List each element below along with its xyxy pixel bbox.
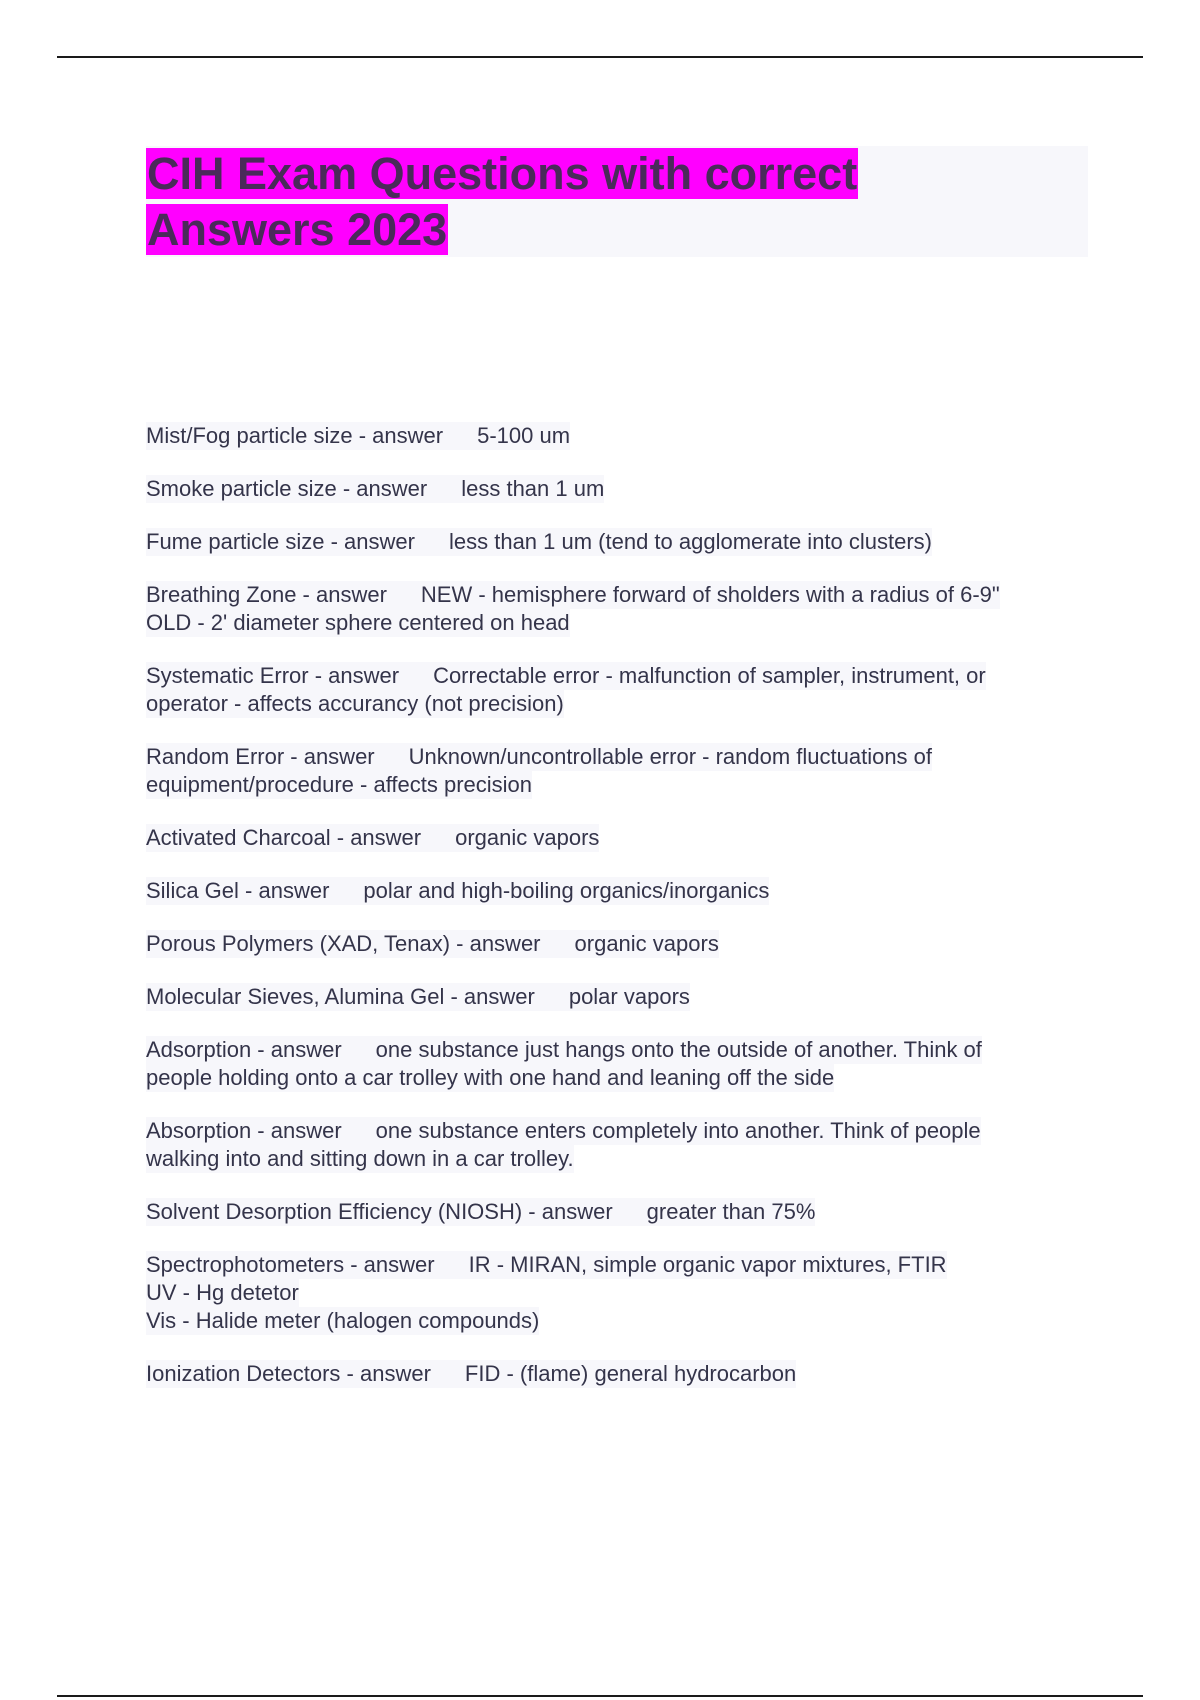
- answer-text: OLD - 2' diameter sphere centered on head: [146, 610, 570, 635]
- qa-entry: [146, 1198, 1096, 1226]
- qa-entry: [146, 824, 1096, 852]
- entry-line: [146, 662, 986, 690]
- qa-entry: [146, 930, 1096, 958]
- qa-entry: [146, 475, 1096, 503]
- qa-entry: [146, 662, 1096, 718]
- qa-entry: [146, 528, 1096, 556]
- answer-text: less than 1 um (tend to agglomerate into clusters): [448, 529, 933, 554]
- entry-line: [146, 1145, 574, 1173]
- entry-line: [146, 983, 690, 1011]
- entry-line: [146, 475, 604, 503]
- entry-line: [146, 422, 570, 450]
- question-text: Absorption - answer: [146, 1118, 342, 1143]
- qa-entry: [146, 1036, 1096, 1092]
- entry-line: [146, 1360, 796, 1388]
- qa-entry: [146, 581, 1096, 637]
- answer-text: 5-100 um: [477, 423, 571, 448]
- answer-text: NEW - hemisphere forward of sholders with a radius of 6-9": [420, 582, 1000, 607]
- entry-line: [146, 1064, 834, 1092]
- entry-line: [146, 581, 1000, 609]
- question-text: Molecular Sieves, Alumina Gel - answer: [146, 984, 535, 1009]
- title-line-2: Answers 2023: [147, 204, 448, 255]
- entry-line: [146, 1251, 947, 1279]
- bottom-rule: [57, 1695, 1143, 1697]
- entry-line: [146, 930, 719, 958]
- qa-entry: [146, 1117, 1096, 1173]
- title-line-1: CIH Exam Questions with correct: [147, 148, 858, 199]
- question-text: Porous Polymers (XAD, Tenax) - answer: [146, 931, 541, 956]
- qa-entry: [146, 983, 1096, 1011]
- qa-list: [146, 422, 1096, 1413]
- answer-text: organic vapors: [574, 931, 719, 956]
- entry-line: [146, 771, 532, 799]
- question-text: Ionization Detectors - answer: [146, 1361, 431, 1386]
- entry-line: [146, 1307, 539, 1335]
- answer-text: organic vapors: [455, 825, 600, 850]
- page-title: [146, 146, 1088, 258]
- entry-line: [146, 877, 769, 905]
- entry-line: [146, 824, 599, 852]
- qa-entry: [146, 877, 1096, 905]
- answer-text: polar and high-boiling organics/inorganics: [363, 878, 770, 903]
- entry-line: [146, 528, 932, 556]
- question-text: Activated Charcoal - answer: [146, 825, 422, 850]
- question-text: Fume particle size - answer: [146, 529, 415, 554]
- answer-text: FID - (flame) general hydrocarbon: [464, 1361, 797, 1386]
- answer-text: people holding onto a car trolley with one hand and leaning off the side: [146, 1065, 835, 1090]
- entry-line: [146, 1279, 299, 1307]
- answer-text: one substance enters completely into another. Think of people: [375, 1118, 981, 1143]
- entry-line: [146, 743, 932, 771]
- question-text: Breathing Zone - answer: [146, 582, 387, 607]
- top-rule: [57, 56, 1143, 58]
- qa-entry: [146, 1360, 1096, 1388]
- question-text: Solvent Desorption Efficiency (NIOSH) - answer: [146, 1199, 613, 1224]
- question-text: Random Error - answer: [146, 744, 375, 769]
- entry-line: [146, 609, 570, 637]
- title-block: [146, 146, 1088, 257]
- answer-text: IR - MIRAN, simple organic vapor mixtures, FTIR: [468, 1252, 947, 1277]
- entry-line: [146, 1117, 981, 1145]
- answer-text: operator - affects accurancy (not precision): [146, 691, 564, 716]
- answer-text: UV - Hg detetor: [146, 1280, 299, 1305]
- answer-text: Vis - Halide meter (halogen compounds): [146, 1308, 540, 1333]
- question-text: Spectrophotometers - answer: [146, 1252, 435, 1277]
- answer-text: one substance just hangs onto the outside of another. Think of: [375, 1037, 982, 1062]
- question-text: Smoke particle size - answer: [146, 476, 428, 501]
- answer-text: less than 1 um: [461, 476, 605, 501]
- question-text: Mist/Fog particle size - answer: [146, 423, 444, 448]
- answer-text: equipment/procedure - affects precision: [146, 772, 533, 797]
- entry-line: [146, 1036, 982, 1064]
- answer-text: Unknown/uncontrollable error - random fluctuations of: [408, 744, 933, 769]
- answer-text: polar vapors: [568, 984, 690, 1009]
- entry-line: [146, 1198, 815, 1226]
- question-text: Silica Gel - answer: [146, 878, 330, 903]
- entry-line: [146, 690, 564, 718]
- answer-text: greater than 75%: [646, 1199, 816, 1224]
- question-text: Systematic Error - answer: [146, 663, 400, 688]
- qa-entry: [146, 743, 1096, 799]
- qa-entry: [146, 1251, 1096, 1335]
- question-text: Adsorption - answer: [146, 1037, 342, 1062]
- answer-text: Correctable error - malfunction of sampler, instrument, or: [433, 663, 986, 688]
- qa-entry: [146, 422, 1096, 450]
- answer-text: walking into and sitting down in a car trolley.: [146, 1146, 574, 1171]
